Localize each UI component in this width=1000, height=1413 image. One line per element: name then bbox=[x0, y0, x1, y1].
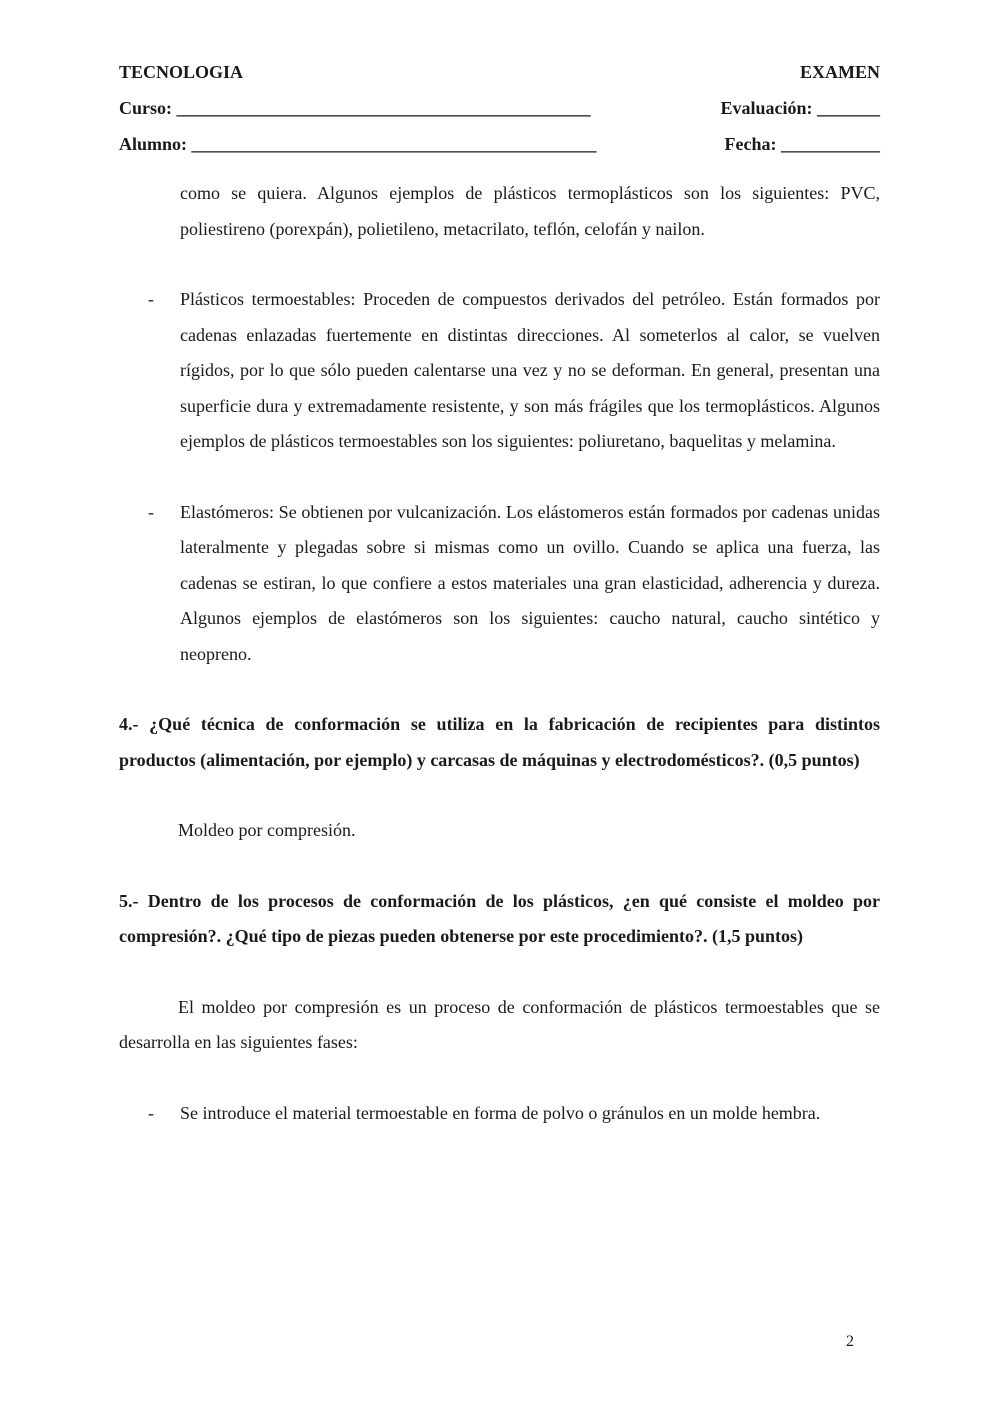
header-row-curso bbox=[119, 94, 880, 130]
bullet-text: Plásticos termoestables: Proceden de compuestos derivados del petróleo. Están formados por cadenas enlazadas fuertemente en distintas direcciones. Al someterlos al calor, se vuelven rígidos, por lo que sólo pueden calentarse una vez y no se deforman. En general, presentan una superficie dura y extremadamente resistente, y son más frágiles que los termoplásticos. Algunos ejemplos de plásticos termoestables son los siguientes: poliuretano, baquelitas y melamina. bbox=[180, 289, 880, 451]
doc-type-label: EXAMEN bbox=[800, 62, 880, 82]
evaluacion-field[interactable]: Evaluación: _______ bbox=[720, 98, 880, 118]
bullet-text: Se introduce el material termoestable en forma de polvo o gránulos en un molde hembra. bbox=[180, 1102, 821, 1123]
answer-4: Moldeo por compresión. bbox=[178, 820, 356, 840]
list-item-elastomeros bbox=[119, 495, 880, 673]
header-row-alumno bbox=[119, 130, 880, 166]
header-row-title bbox=[119, 58, 880, 94]
bullet-text: Elastómeros: Se obtienen por vulcanización. Los elástomeros están formados por cadenas unidas lateralmente y plegadas sobre si mismas como un ovillo. Cuando se aplica una fuerza, las cadenas se estiran, lo que confiere a estos materiales una gran elasticidad, adherencia y dureza. Algunos ejemplos de elastómeros son los siguientes: caucho natural, caucho sintético y neopreno. bbox=[180, 501, 880, 664]
list-item-termoestables bbox=[119, 282, 880, 460]
question-4: 4.- ¿Qué técnica de conformación se utiliza en la fabricación de recipientes para distintos productos (alimentación, por ejemplo) y carcasas de máquinas y electrodomésticos?. (0,5 puntos) bbox=[119, 714, 880, 770]
document-body bbox=[119, 176, 880, 1131]
alumno-field[interactable]: Alumno: _____________________________________________ bbox=[119, 134, 597, 154]
bullet-dash: - bbox=[148, 289, 154, 309]
exam-page bbox=[119, 58, 880, 1131]
fecha-field[interactable]: Fecha: ___________ bbox=[724, 134, 880, 154]
continuation-paragraph: como se quiera. Algunos ejemplos de plásticos termoplásticos son los siguientes: PVC, poliestireno (porexpán), polietileno, metacrilato, teflón, celofán y nailon. bbox=[180, 183, 880, 239]
bullet-dash: - bbox=[148, 501, 154, 522]
answer-5-intro: El moldeo por compresión es un proceso de conformación de plásticos termoestables que se desarrolla en las siguientes fases: bbox=[119, 996, 880, 1052]
bullet-dash: - bbox=[148, 1102, 154, 1123]
page-number: 2 bbox=[846, 1333, 854, 1350]
question-5: 5.- Dentro de los procesos de conformación de los plásticos, ¿en qué consiste el moldeo por compresión?. ¿Qué tipo de piezas pueden obtenerse por este procedimiento?. (1,5 puntos) bbox=[119, 890, 880, 946]
subject-label: TECNOLOGIA bbox=[119, 62, 244, 82]
curso-field[interactable]: Curso: ______________________________________________ bbox=[119, 98, 591, 118]
list-item-step-1 bbox=[119, 1096, 880, 1132]
